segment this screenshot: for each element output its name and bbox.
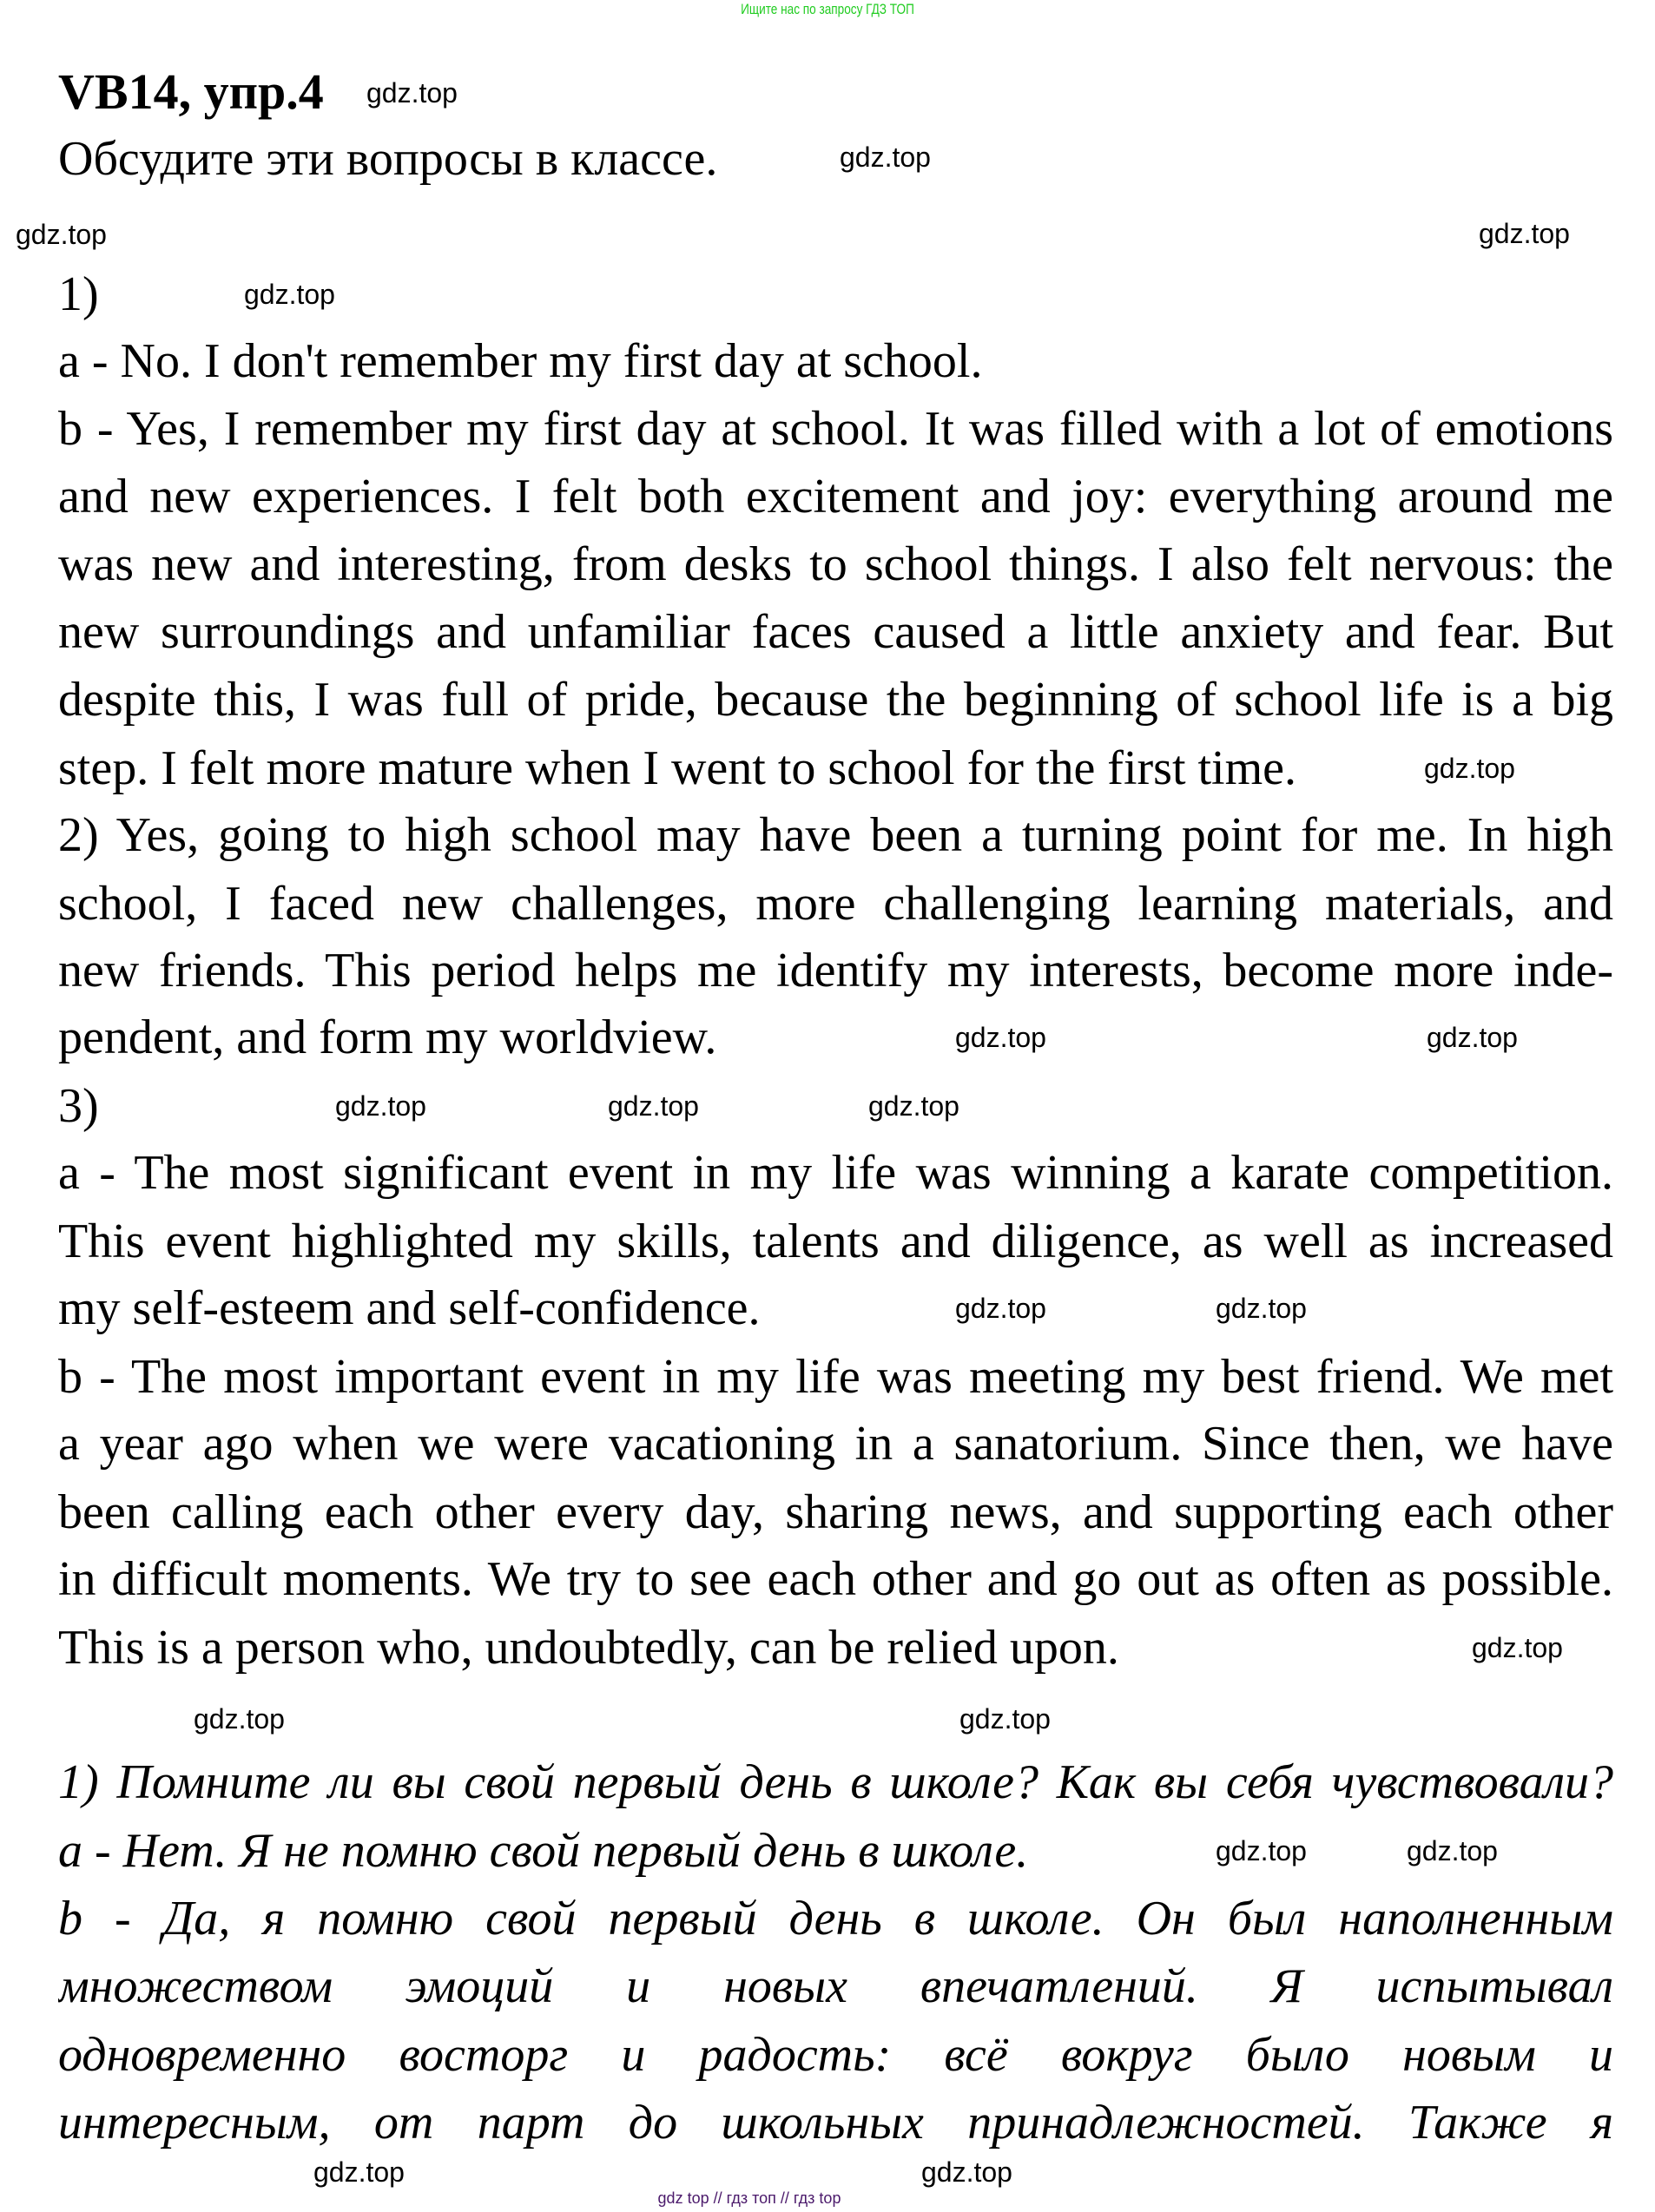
watermark: gdz.top [608,1090,699,1122]
answer-line: This event highlighted my skills, talents and diligence, as well as increased [58,1215,1613,1268]
answer-line: pendent, and form my worldview. [58,1011,717,1064]
translation-line: одновременно восторг и радость: всё вокруг было новым и [58,2028,1613,2082]
watermark: gdz.top [1216,1293,1307,1324]
answer-line: my self-esteem and self-confidence. [58,1281,761,1335]
answer-line: in difficult moments. We try to see each other and go out as often as possible. [58,1552,1613,1606]
watermark: gdz.top [921,2156,1012,2188]
answer-line: a - The most significant event in my life was winning a karate competition. [58,1146,1613,1200]
answer-line: step. I felt more mature when I went to school for the first time. [58,741,1297,795]
answer-line: a - No. I don't remember my first day at school. [58,334,983,388]
watermark: gdz.top [194,1703,285,1735]
watermark: gdz.top [16,219,107,250]
watermark: gdz.top [959,1703,1051,1735]
answer-line: and new experiences. I felt both excitement and joy: everything around me [58,470,1613,523]
answer-line: was new and interesting, from desks to school things. I also felt nervous: the [58,537,1613,591]
answer-line: b - Yes, I remember my first day at school. It was filled with a lot of emotions [58,402,1613,456]
watermark: gdz.top [868,1090,959,1122]
watermark: gdz.top [955,1293,1046,1324]
answer-line: new friends. This period helps me identify my interests, become more inde- [58,944,1613,997]
page-subtitle: Обсудите эти вопросы в классе. [58,132,718,186]
watermark: gdz.top [1479,218,1570,249]
answer-line: a year ago when we were vacationing in a sanatorium. Since then, we have [58,1417,1613,1471]
translation-line: интересным, от парт до школьных принадлежностей. Также я [58,2096,1613,2149]
watermark: gdz.top [244,279,335,310]
watermark: gdz.top [313,2156,405,2188]
watermark: gdz.top [335,1090,426,1122]
answer-line: This is a person who, undoubtedly, can be relied upon. [58,1621,1119,1675]
answer-line: been calling each other every day, sharing news, and supporting each other [58,1485,1613,1539]
translation-line: a - Нет. Я не помню свой первый день в школе. [58,1824,1029,1878]
watermark: gdz.top [840,142,931,173]
answer-line: school, I faced new challenges, more challenging learning materials, and [58,877,1613,931]
watermark: gdz.top [1424,753,1515,784]
translation-line: 1) Помните ли вы свой первый день в школе? Как вы себя чувствовали? [58,1755,1613,1809]
answer-line: 2) Yes, going to high school may have been a turning point for me. In high [58,808,1613,862]
watermark: gdz.top [366,77,458,109]
translation-line: b - Да, я помню свой первый день в школе. Он был наполненным [58,1892,1613,1945]
answer-line: b - The most important event in my life was meeting my best friend. We met [58,1350,1613,1404]
watermark: gdz.top [1427,1022,1518,1053]
page-title: VB14, упр.4 [58,63,324,120]
footer-watermark: gdz top // гдз топ // гдз top [657,2189,841,2207]
watermark: gdz.top [955,1022,1046,1053]
answer-line: despite this, I was full of pride, because the beginning of school life is a big [58,673,1613,727]
watermark: gdz.top [1407,1835,1498,1866]
translation-line: множеством эмоций и новых впечатлений. Я испытывал [58,1959,1613,2013]
answer-line: new surroundings and unfamiliar faces caused a little anxiety and fear. But [58,605,1613,659]
watermark: gdz.top [1216,1835,1307,1866]
watermark: gdz.top [1472,1632,1563,1663]
answer-line: 1) [58,267,99,321]
top-search-note: Ищите нас по запросу ГДЗ ТОП [741,1,914,17]
answer-line: 3) [58,1079,99,1133]
